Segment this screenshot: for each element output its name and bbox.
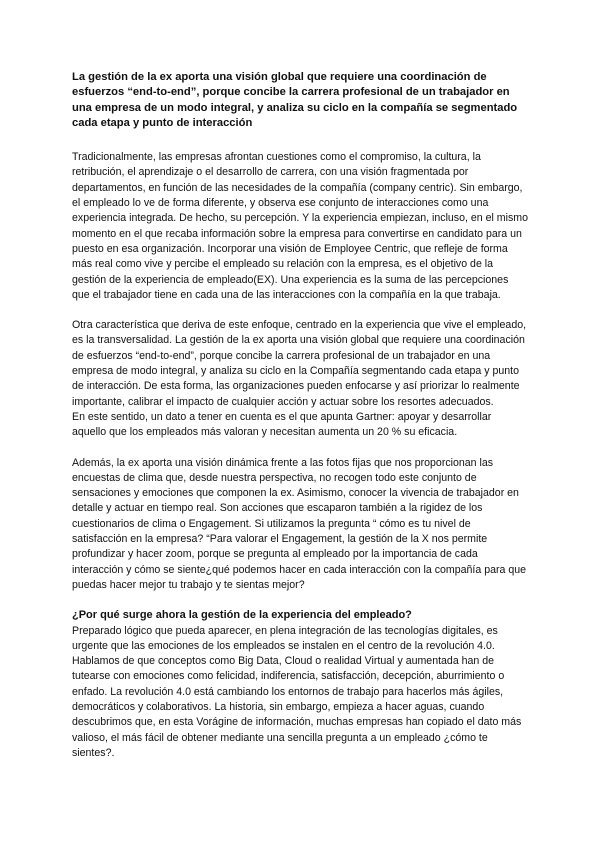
paragraph-revolution: Preparado lógico que pueda aparecer, en plena integración de las tecnologías digitales, es urgente que las emociones de los empleados se instalen en el centro de la revolución 4.0. Hablamos de que conceptos como Big Data, Cloud o realidad Virtual y aumentada han de tutearse con emociones como felicidad, indiferencia, satisfacción, decepción, aburrimiento o enfado. La revolución 4.0 está cambiando los entornos de trabajo para hacerlos más ágiles, democráticos y colaborativos. La historia, sin embargo, empieza a hacer aguas, cuando descubrimos que, en esta Vorágine de información, muchas empresas han copiado el dato más valioso, el más fácil de obtener mediante una sencilla pregunta a un empleado ¿cómo te sientes?. — [72, 624, 522, 759]
paragraph-gartner: En este sentido, un dato a tener en cuenta es el que apunta Gartner: apoyar y desarrollar aquello que los empleados más valoran y necesitan aumenta un 20 % su eficacia. — [72, 410, 492, 439]
section-subheading: ¿Por qué surge ahora la gestión de la experiencia del empleado? — [72, 609, 412, 622]
paragraph-intro: Tradicionalmente, las empresas afrontan cuestiones como el compromiso, la cultura, la retribución, el aprendizaje o el desarrollo de carrera, con una visión fragmentada por departamentos, en función de las necesidades de la compañía (company centric). Sin embargo, el empleado lo ve de forma diferente, y observa ese conjunto de interacciones como una experiencia integrada. De hecho, su percepción. Y la experiencia empiezan, incluso, en el mismo momento en el que recaba información sobre la empresa para convertirse en candidato para un puesto en esa organización. Incorporar una visión de Employee Centric, que refleje de forma más real como vive y percibe el empleado su relación con la empresa, es el objetivo de la gestión de la experiencia de empleado(EX). Una experiencia es la suma de las percepciones que el trabajador tiene en cada una de las interacciones con la compañía en la que trabaja. — [72, 151, 528, 301]
paragraph-dynamic-vision: Además, la ex aporta una visión dinámica frente a las fotos fijas que nos proporcionan las encuestas de clima que, desde nuestra perspectiva, no recogen todo este conjunto de sensaciones y emociones que componen la ex. Asimismo, conocer la vivencia de trabajador en detalle y actuar en tiempo real. Son acciones que escaparon también a la rigidez de los cuestionarios de clima o Engagement. Si utilizamos la pregunta “ cómo es tu nivel de satisfacción en la empresa? “Para valorar el Engagement, la gestión de la X nos permite profundizar y hacer zoom, porque se pregunta al empleado por la importancia de cada interacción y cómo se siente¿qué podemos hacer en cada interacción con la compañía para que puedas hacer mejor tu trabajo y te sientas mejor? — [72, 456, 527, 591]
document-title: La gestión de la ex aporta una visión global que requiere una coordinación de esfuerzos “end-to-end”, porque concibe la carrera profesional de un trabajador en una empresa de un modo integral, y analiza su ciclo en la compañía se segmentado cada etapa y punto de interacción — [72, 71, 518, 129]
paragraph-transversality: Otra característica que deriva de este enfoque, centrado en la experiencia que vive el empleado, es la transversalidad. La gestión de la ex aporta una visión global que requiere una coordinación de esfuerzos “end-to-end”, porque concibe la carrera profesional de un trabajador en una empresa de modo integral, y analiza su ciclo en la Compañía segmentando cada etapa y punto de interacción. De esta forma, las organizaciones pueden enfocarse y así priorizar lo realmente importante, calibrar el impacto de cualquier acción y actuar sobre los resortes adecuados. — [72, 319, 527, 408]
